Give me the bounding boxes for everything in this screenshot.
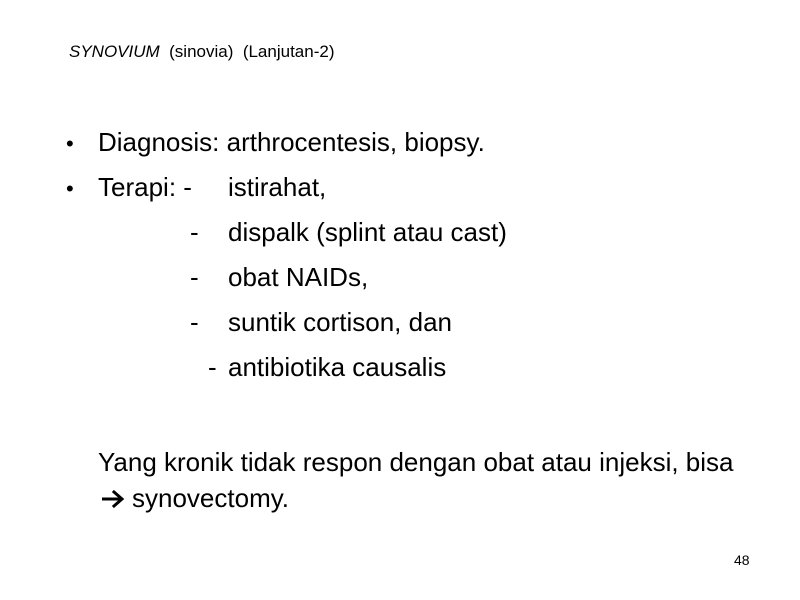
slide-title bbox=[69, 42, 335, 62]
paragraph-text-end: synovectomy. bbox=[132, 483, 290, 513]
paragraph-text: Yang kronik tidak respon dengan obat atau injeksi, bisa bbox=[98, 447, 734, 477]
therapy-item-text: istirahat, bbox=[228, 172, 327, 202]
page-number: 48 bbox=[734, 552, 750, 568]
title-rest: (sinovia) (Lanjutan-2) bbox=[159, 42, 335, 61]
therapy-item bbox=[0, 172, 800, 217]
therapy-dash: - bbox=[190, 217, 199, 247]
bullet-text: Terapi: - bbox=[98, 172, 192, 202]
therapy-dash: - bbox=[208, 352, 217, 382]
bullet-text: Diagnosis: arthrocentesis, biopsy. bbox=[98, 127, 485, 157]
conclusion-paragraph bbox=[98, 444, 748, 516]
therapy-item-text: dispalk (splint atau cast) bbox=[228, 217, 507, 247]
bullet-diagnosis bbox=[66, 127, 485, 172]
therapy-item-text: suntik cortison, dan bbox=[228, 307, 453, 337]
therapy-item-text: obat NAIDs, bbox=[228, 262, 369, 292]
therapy-dash: - bbox=[190, 307, 199, 337]
therapy-item bbox=[0, 217, 800, 262]
therapy-item bbox=[0, 352, 800, 397]
therapy-item bbox=[0, 307, 800, 352]
bullet-marker: • bbox=[66, 131, 74, 156]
therapy-item-text: antibiotika causalis bbox=[228, 352, 447, 382]
right-arrow-icon bbox=[102, 480, 126, 516]
bullet-marker: • bbox=[66, 176, 74, 201]
therapy-item bbox=[0, 262, 800, 307]
title-italic: SYNOVIUM bbox=[69, 42, 160, 61]
therapy-dash: - bbox=[190, 262, 199, 292]
